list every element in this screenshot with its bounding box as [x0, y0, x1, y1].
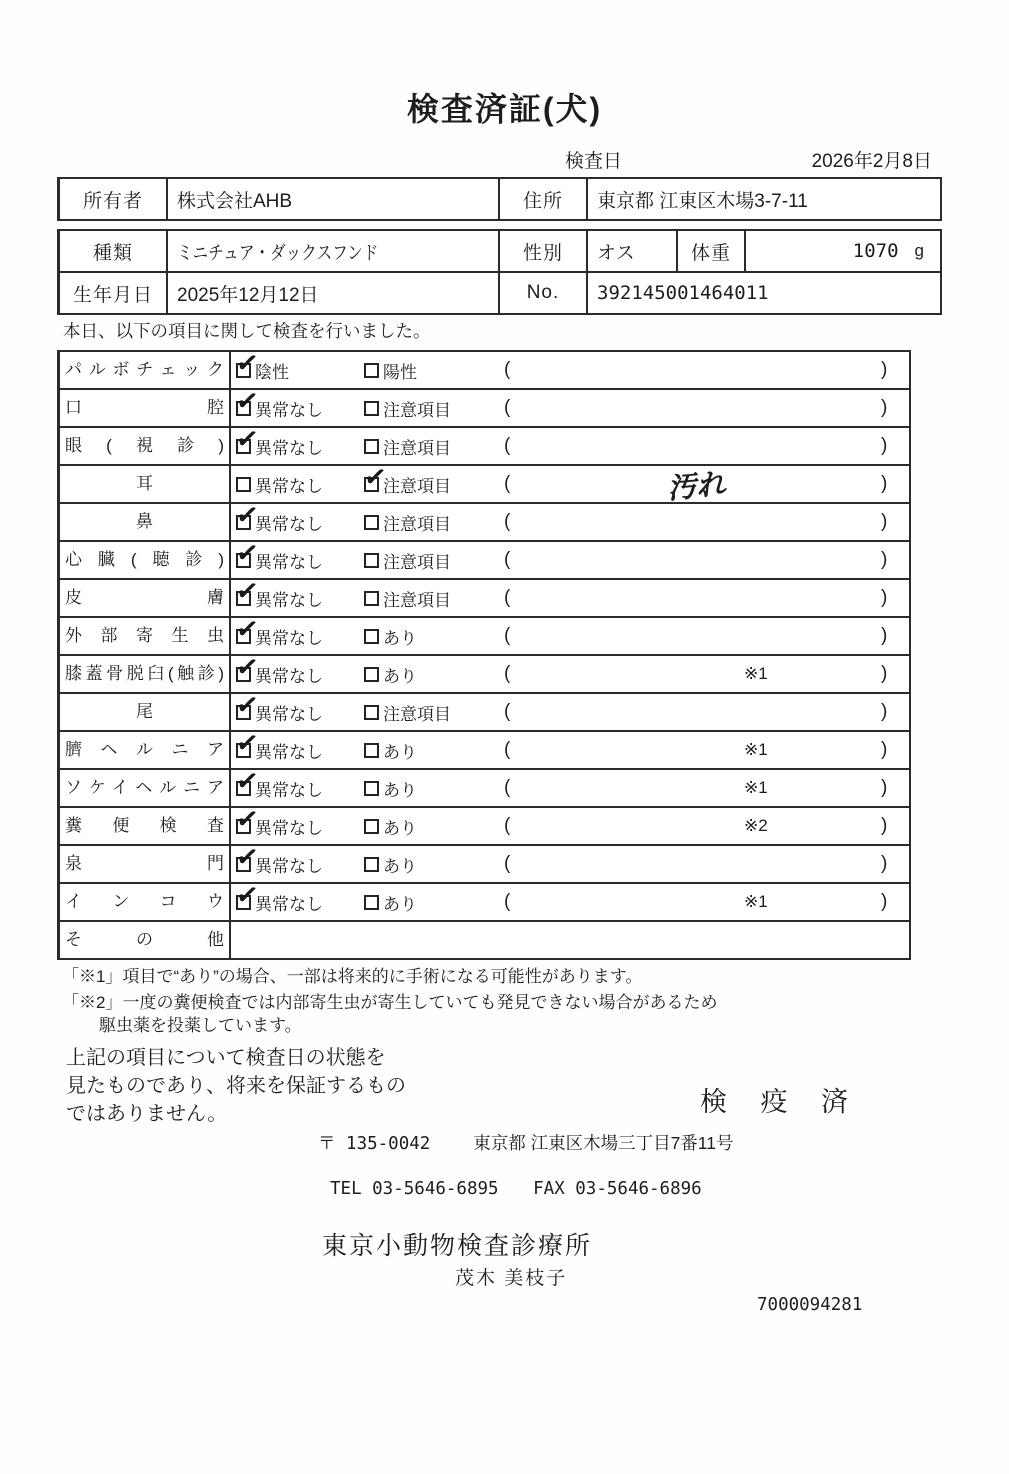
- checkbox-icon: [234, 650, 261, 683]
- paren-open: (: [504, 511, 511, 532]
- weight-value: [746, 231, 938, 271]
- option-label: 異常なし: [255, 818, 323, 838]
- checkbox-icon: [236, 477, 251, 492]
- exam-option-2: [364, 694, 451, 730]
- checkbox-icon: [234, 878, 261, 911]
- exam-option-1: [234, 688, 323, 730]
- checkbox-icon: [234, 384, 261, 417]
- handwritten-check-icon: ✓: [234, 726, 261, 759]
- option-label: あり: [383, 818, 417, 838]
- paren-close: ): [881, 359, 888, 380]
- paren-close: ): [881, 397, 888, 418]
- option-label: 異常なし: [255, 666, 323, 686]
- address-value: 東京都 江東区木場3-7-11: [597, 190, 808, 212]
- option-label: 異常なし: [255, 438, 323, 458]
- exam-option-2: [364, 732, 417, 768]
- no-label: No.: [500, 273, 588, 313]
- checkbox-icon: [234, 498, 261, 531]
- clinic-tel-fax: [330, 1179, 702, 1199]
- checkbox-icon: [364, 515, 379, 530]
- exam-option-2: [362, 460, 451, 502]
- option-label: あり: [383, 628, 417, 648]
- paren-open: (: [504, 739, 511, 760]
- option-label: 異常なし: [255, 780, 323, 800]
- exam-option-1: [234, 384, 323, 426]
- exam-item-label: 耳: [60, 466, 231, 502]
- checkbox-icon: [234, 346, 261, 379]
- paren-open: (: [504, 663, 511, 684]
- checkbox-icon: [364, 591, 379, 606]
- exam-option-1: [234, 650, 323, 692]
- paren-open: (: [504, 473, 511, 494]
- exam-option-2: [364, 504, 451, 540]
- disclaimer-line-3: ではありません。: [66, 1103, 228, 1125]
- handwritten-note: 汚れ: [665, 468, 727, 505]
- exam-row: [60, 922, 909, 960]
- remark-ref: ※1: [744, 778, 768, 797]
- checkbox-icon: [234, 764, 261, 797]
- exam-option-1: [234, 840, 323, 882]
- option-label: 注意項目: [383, 552, 451, 572]
- exam-option-1: [234, 612, 323, 654]
- disclaimer-text: [66, 1044, 406, 1128]
- handwritten-check-icon: ✓: [362, 460, 389, 493]
- paren-open: (: [504, 397, 511, 418]
- exam-option-1: [234, 536, 323, 578]
- handwritten-check-icon: ✓: [234, 650, 261, 683]
- exam-option-1: [234, 802, 323, 844]
- exam-item-label: パルボチェック: [60, 352, 231, 388]
- exam-item-label: 泉門: [60, 846, 231, 882]
- handwritten-check-icon: ✓: [234, 574, 261, 607]
- option-label: 注意項目: [383, 514, 451, 534]
- exam-option-2: [364, 770, 417, 806]
- exam-option-1: [234, 878, 323, 920]
- exam-option-1: [234, 422, 323, 464]
- paren-close: ): [881, 853, 888, 874]
- option-label: あり: [383, 742, 417, 762]
- checkbox-icon: [364, 705, 379, 720]
- checkbox-icon: [234, 612, 261, 645]
- paren-close: ): [881, 815, 888, 836]
- option-label: あり: [383, 856, 417, 876]
- exam-item-label: その他: [60, 922, 231, 958]
- paren-open: (: [504, 587, 511, 608]
- quarantine-passed-stamp: 検 疫 済: [700, 1087, 862, 1117]
- breed-label: 種類: [60, 231, 168, 271]
- handwritten-check-icon: ✓: [234, 802, 261, 835]
- checkbox-icon: [364, 401, 379, 416]
- exam-item-label: 外部寄生虫: [60, 618, 231, 654]
- checkbox-icon: [234, 726, 261, 759]
- paren-open: (: [504, 891, 511, 912]
- exam-option-1: [234, 346, 289, 388]
- sex-label: 性別: [500, 231, 588, 271]
- handwritten-check-icon: ✓: [234, 384, 261, 417]
- weight-unit: g: [914, 241, 924, 260]
- footnote-2: 「※2」一度の糞便検査では内部寄生虫が寄生していても発見できない場合があるため: [62, 993, 718, 1012]
- birthdate-label: 生年月日: [60, 273, 168, 313]
- exam-option-1: [234, 764, 323, 806]
- option-label: 異常なし: [255, 552, 323, 572]
- paren-close: ): [881, 587, 888, 608]
- handwritten-check-icon: ✓: [234, 764, 261, 797]
- paren-close: ): [881, 473, 888, 494]
- exam-item-label: 鼻: [60, 504, 231, 540]
- option-label: 異常なし: [255, 742, 323, 762]
- exam-row: [60, 878, 909, 922]
- exam-item-label: 臍ヘルニア: [60, 732, 231, 768]
- exam-option-2: [364, 580, 451, 616]
- tel-number: TEL 03-5646-6895: [330, 1179, 499, 1199]
- address-label: 住所: [500, 179, 588, 219]
- paren-open: (: [504, 435, 511, 456]
- checkbox-icon: [364, 363, 379, 378]
- paren-close: ): [881, 511, 888, 532]
- option-label: 注意項目: [383, 400, 451, 420]
- weight-number: 1070: [852, 240, 899, 262]
- remark-ref: ※1: [744, 892, 768, 911]
- paren-close: ): [881, 777, 888, 798]
- exam-row-content: [231, 878, 909, 920]
- page-title: 検査済証(犬): [406, 91, 603, 127]
- footnote-1: 「※1」項目で“あり”の場合、一部は将来的に手術になる可能性があります。: [62, 967, 643, 986]
- clinic-address: 東京都 江東区木場三丁目7番11号: [473, 1133, 734, 1153]
- sex-value: オス: [588, 231, 678, 271]
- paren-open: (: [504, 359, 511, 380]
- option-label: 注意項目: [383, 438, 451, 458]
- option-label: 異常なし: [255, 704, 323, 724]
- remark-ref: ※2: [744, 816, 768, 835]
- checkbox-icon: [234, 574, 261, 607]
- exam-item-label: 心臓(聴診): [60, 542, 231, 578]
- checkbox-icon: [364, 781, 379, 796]
- exam-option-1: [234, 498, 323, 540]
- owner-table: [57, 177, 942, 221]
- exam-item-label: インコウ: [60, 884, 231, 920]
- no-value: 392145001464011: [597, 282, 769, 304]
- checkbox-icon: [364, 629, 379, 644]
- pet-table: [57, 229, 942, 315]
- exam-row-content: [231, 922, 909, 958]
- option-label: 異常なし: [255, 400, 323, 420]
- paren-open: (: [504, 777, 511, 798]
- paren-open: (: [504, 549, 511, 570]
- checkbox-icon: [364, 819, 379, 834]
- breed-text: ミニチュア・ダックスフンド: [177, 242, 379, 264]
- paren-close: ): [881, 625, 888, 646]
- paren-close: ): [881, 701, 888, 722]
- handwritten-check-icon: ✓: [234, 878, 261, 911]
- examiner-name: 茂木 美枝子: [455, 1268, 568, 1289]
- serial-number: 7000094281: [757, 1295, 863, 1315]
- option-label: 異常なし: [255, 514, 323, 534]
- checkbox-icon: [364, 743, 379, 758]
- paren-close: ): [881, 663, 888, 684]
- handwritten-check-icon: ✓: [234, 612, 261, 645]
- exam-option-2: [364, 846, 417, 882]
- checkbox-icon: [362, 460, 389, 493]
- paren-open: (: [504, 701, 511, 722]
- exam-option-2: [364, 656, 417, 692]
- birthdate-value: 2025年12月12日: [168, 273, 500, 313]
- exam-option-2: [364, 618, 417, 654]
- option-label: あり: [383, 894, 417, 914]
- handwritten-check-icon: ✓: [234, 422, 261, 455]
- exam-item-label: 糞便検査: [60, 808, 231, 844]
- inspection-date-label: 検査日: [565, 151, 623, 172]
- owner-label: 所有者: [60, 179, 168, 219]
- option-label: あり: [383, 666, 417, 686]
- option-label: あり: [383, 780, 417, 800]
- checkbox-icon: [234, 840, 261, 873]
- handwritten-check-icon: ✓: [234, 498, 261, 531]
- exam-item-label: 口腔: [60, 390, 231, 426]
- exam-item-label: 眼(視診): [60, 428, 231, 464]
- paren-open: (: [504, 853, 511, 874]
- exam-option-2: [364, 542, 451, 578]
- checkbox-icon: [234, 422, 261, 455]
- checkbox-icon: [364, 857, 379, 872]
- footnote-2-continued: 駆虫薬を投薬しています。: [99, 1016, 302, 1035]
- disclaimer-line-2: 見たものであり、将来を保証するもの: [66, 1075, 406, 1097]
- checkbox-icon: [364, 553, 379, 568]
- option-label: 異常なし: [255, 476, 323, 496]
- exam-option-2: [364, 428, 451, 464]
- handwritten-check-icon: ✓: [234, 840, 261, 873]
- checkbox-icon: [364, 667, 379, 682]
- option-label: 異常なし: [255, 590, 323, 610]
- exam-item-label: ソケイヘルニア: [60, 770, 231, 806]
- inspection-date-value: 2026年2月8日: [811, 151, 932, 172]
- paren-close: ): [881, 739, 888, 760]
- exam-table: [57, 346, 911, 960]
- checkbox-icon: [364, 895, 379, 910]
- option-label: 陽性: [383, 362, 417, 382]
- fax-number: FAX 03-5646-6896: [533, 1179, 702, 1199]
- exam-option-1: [234, 726, 323, 768]
- paren-open: (: [504, 815, 511, 836]
- weight-label: 体重: [678, 231, 746, 271]
- intro-text: 本日、以下の項目に関して検査を行いました。: [63, 321, 431, 341]
- breed-value: [168, 231, 500, 271]
- paren-close: ): [881, 435, 888, 456]
- option-label: 異常なし: [255, 628, 323, 648]
- owner-value: 株式会社AHB: [168, 179, 500, 219]
- checkbox-icon: [234, 802, 261, 835]
- handwritten-check-icon: ✓: [234, 536, 261, 569]
- handwritten-check-icon: ✓: [234, 688, 261, 721]
- exam-option-2: [364, 352, 417, 388]
- exam-item-label: 皮膚: [60, 580, 231, 616]
- remark-ref: ※1: [744, 740, 768, 759]
- exam-option-1: [234, 574, 323, 616]
- clinic-name: 東京小動物検査診療所: [322, 1232, 593, 1260]
- option-label: 陰性: [255, 362, 289, 382]
- exam-option-2: [364, 808, 417, 844]
- paren-close: ): [881, 549, 888, 570]
- exam-item-label: 膝蓋骨脱臼(触診): [60, 656, 231, 692]
- option-label: 異常なし: [255, 856, 323, 876]
- exam-option-2: [364, 390, 451, 426]
- handwritten-check-icon: ✓: [234, 346, 261, 379]
- option-label: 注意項目: [383, 704, 451, 724]
- exam-option-2: [364, 884, 417, 920]
- option-label: 注意項目: [383, 476, 451, 496]
- exam-option-1: [236, 466, 323, 502]
- exam-item-label: 尾: [60, 694, 231, 730]
- paren-close: ): [881, 891, 888, 912]
- option-label: 注意項目: [383, 590, 451, 610]
- paren-open: (: [504, 625, 511, 646]
- option-label: 異常なし: [255, 894, 323, 914]
- checkbox-icon: [234, 536, 261, 569]
- clinic-postal-address: [318, 1130, 733, 1155]
- postal-code: 〒 135-0042: [318, 1134, 431, 1154]
- remark-ref: ※1: [744, 664, 768, 683]
- disclaimer-line-1: 上記の項目について検査日の状態を: [66, 1047, 386, 1069]
- checkbox-icon: [364, 439, 379, 454]
- checkbox-icon: [234, 688, 261, 721]
